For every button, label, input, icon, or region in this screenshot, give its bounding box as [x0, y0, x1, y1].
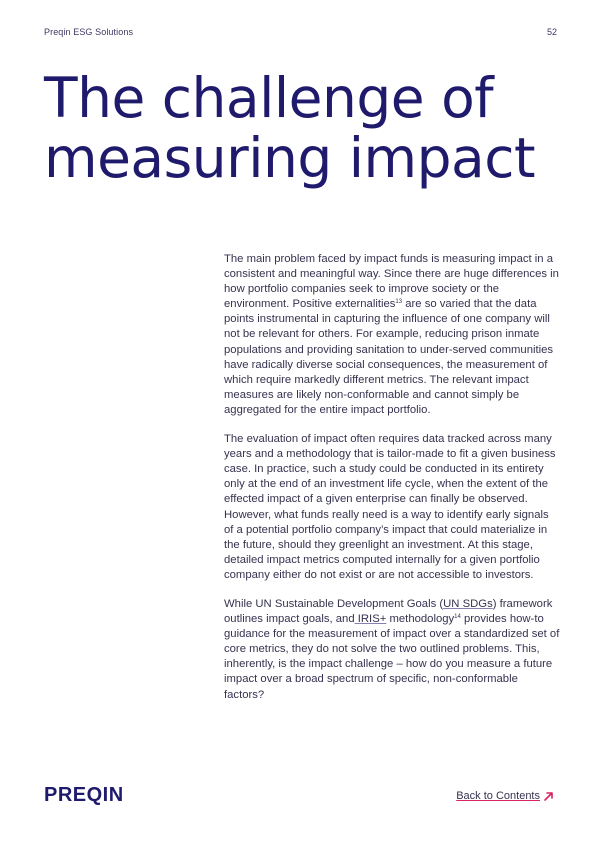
body-text	[224, 252, 560, 717]
footnote-ref-13[interactable]: 13	[395, 299, 403, 306]
paragraph-1	[224, 252, 560, 418]
footnote-ref-14[interactable]: 14	[454, 614, 461, 621]
paragraph-3-part-c: methodology	[386, 613, 455, 626]
page-title-line-2: measuring impact	[44, 126, 536, 190]
page-title-line-1: The challenge of	[44, 66, 494, 130]
paragraph-3-part-d: provides how-to guidance for the measurement of impact over a standardized set of core metrics, they do not solve the two outlined problems. This, inherently, is the impact challenge – how do you measure a future impact over a broad spectrum of specific, non-conformable factors?	[224, 613, 560, 701]
un-sdgs-link[interactable]: UN SDGs	[443, 597, 493, 610]
arrow-up-right-icon	[543, 791, 554, 802]
preqin-logo[interactable]: PREQIN	[44, 784, 124, 806]
back-to-contents-link[interactable]	[456, 790, 554, 802]
paragraph-1-part-b: are so varied that the data points instrumental in capturing the influence of one company will not be relevant for others. For example, reducing prison inmate populations and providing sanitation to under-served communities have radically diverse social consequences, the measurement of which require markedly different metrics. The relevant impact measures are likely non-conformable and cannot simply be aggregated for the entire impact portfolio.	[224, 298, 554, 416]
paragraph-2: The evaluation of impact often requires data tracked across many years and a methodology that is tailor-made to fit a given business case. In practice, such a study could be conducted in its entirety only at the end of an investment life cycle, when the extent of the effected impact of a given enterprise can finally be observed. However, what funds really need is a way to identify early signals of a potential portfolio company’s impact that could materialize in the future, should they greenlight an investment. At this stage, detailed impact metrics computed internally for a given portfolio company either do not exist or are not accessible to investors.	[224, 433, 556, 581]
paragraph-1-part-a: The main problem faced by impact funds is measuring impact in a consistent and meaningful way. Since there are huge differences in how portfolio companies seek to improve society or the environment. Positive externalities	[224, 253, 559, 311]
paragraph-3-part-b: ) framework outlines impact goals, and	[224, 597, 553, 626]
paragraph-3	[224, 597, 560, 703]
header-title: Preqin ESG Solutions	[44, 27, 134, 37]
iris-plus-link[interactable]: IRIS+	[354, 613, 387, 626]
paragraph-3-part-a: While UN Sustainable Development Goals (	[224, 597, 444, 610]
page-number: 52	[546, 27, 557, 37]
back-to-contents-label[interactable]: Back to Contents	[456, 790, 540, 802]
page-title	[44, 68, 535, 188]
